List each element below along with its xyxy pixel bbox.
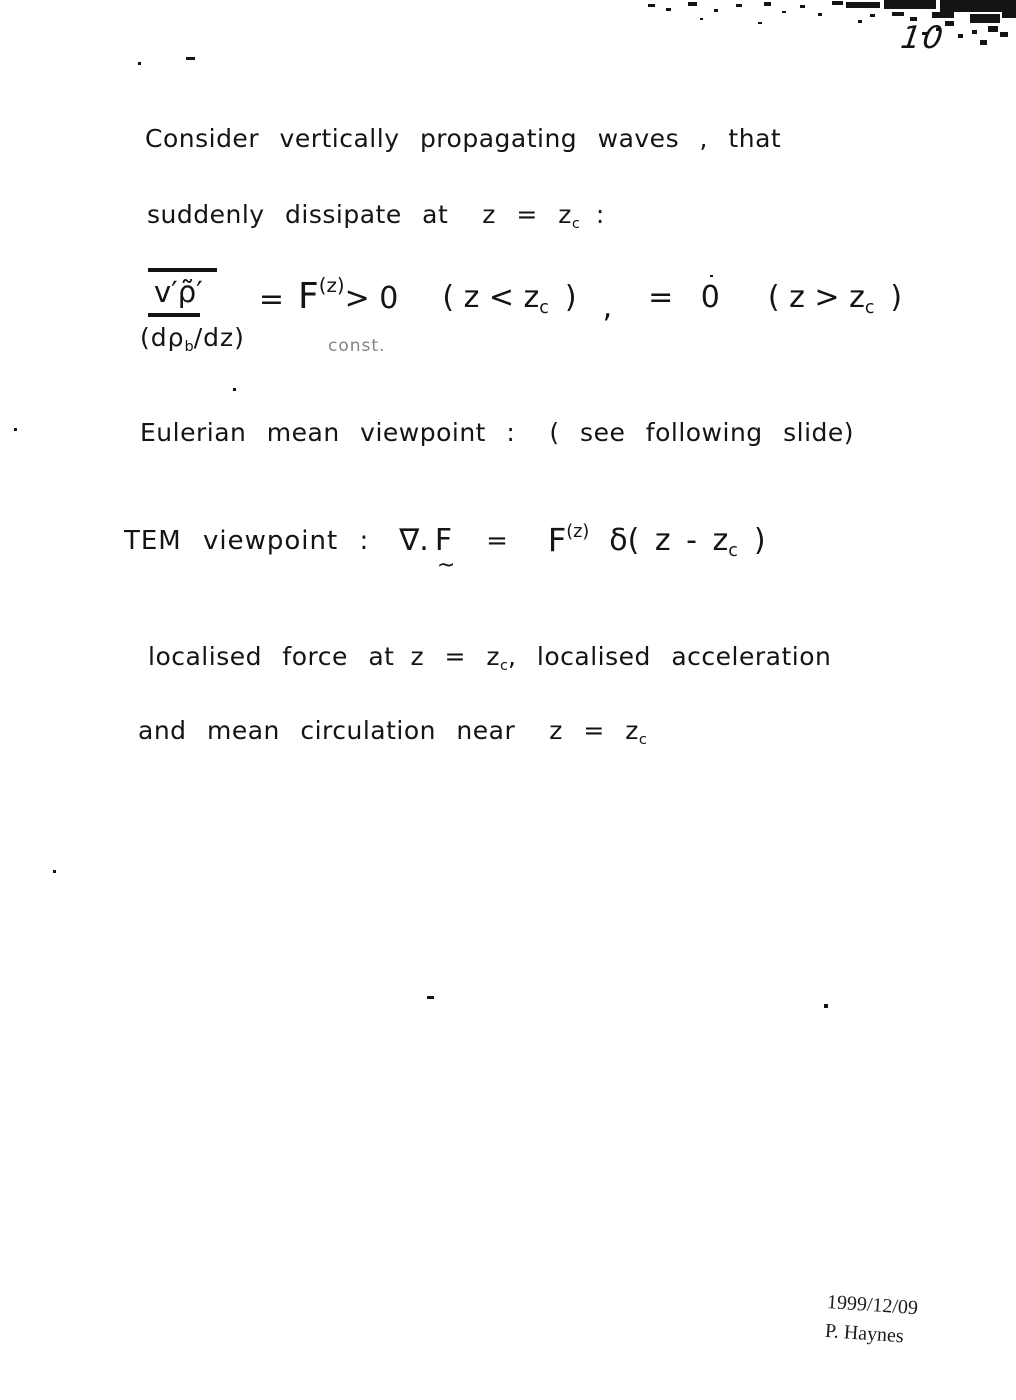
condition-below-zc: ( $z < z_c$ ) xyxy=(442,280,577,319)
intro-line-2-text: suddenly dissipate at xyxy=(147,200,449,229)
conclusion-line-1: localised force at $z = z_c$, localised acceleration xyxy=(148,642,832,675)
intro-line-2-subscript: c xyxy=(571,216,580,233)
footer-date: 1999/12/09 xyxy=(826,1290,919,1320)
equals-sign: = xyxy=(258,282,285,317)
tem-equals: = xyxy=(486,526,508,556)
footer-author: P. Haynes xyxy=(824,1319,905,1348)
ink-speck xyxy=(824,1004,828,1008)
ink-speck xyxy=(53,870,56,873)
flux-fraction xyxy=(140,268,245,355)
ink-speck xyxy=(14,428,17,431)
ink-speck xyxy=(233,388,236,391)
page-number: 10 xyxy=(898,20,947,56)
footer-stamp xyxy=(824,1288,919,1352)
intro-line-1 xyxy=(145,124,781,153)
ink-speck xyxy=(186,57,195,60)
fraction-bar xyxy=(148,313,200,317)
nabla-dot: ∇. xyxy=(399,523,429,558)
condition-above-zc: ( $z > z_c$ ) xyxy=(767,280,903,319)
tem-line xyxy=(124,521,766,578)
equals-zero: = 0 xyxy=(648,280,720,315)
flux-term: $F^{(z)}> 0$ const. xyxy=(298,274,399,356)
comma: , xyxy=(602,290,613,325)
tem-label: TEM viewpoint : xyxy=(124,526,370,556)
intro-line-2 xyxy=(147,200,605,232)
under-tilde: ~ xyxy=(436,553,456,578)
ink-speck xyxy=(138,62,141,65)
eulerian-line xyxy=(140,418,854,447)
tem-flux-term: $F^{(z)}$ xyxy=(547,521,590,559)
flux-fraction-numerator: v′ρ̃′ xyxy=(148,268,217,310)
eulerian-note: ( see following slide) xyxy=(549,418,855,447)
scan-noise-artifact xyxy=(640,0,1016,64)
flux-fraction-denominator: $(d\rho_b/dz)$ xyxy=(140,323,245,356)
vector-f: F ~ xyxy=(434,523,456,578)
flux-equation xyxy=(140,268,902,355)
delta-term: δ( z - $z_c$ ) xyxy=(609,523,766,562)
intro-line-2-math: z = z xyxy=(482,200,572,229)
intro-line-2-colon: : xyxy=(595,200,605,229)
conclusion-line-2: and mean circulation near $z = z_c$ xyxy=(138,716,647,749)
intro-line-1-text: Consider vertically propagating waves , that xyxy=(145,124,782,153)
ink-speck xyxy=(427,996,434,999)
const-annotation: const. xyxy=(328,336,386,356)
eulerian-text: Eulerian mean viewpoint : xyxy=(140,418,516,447)
